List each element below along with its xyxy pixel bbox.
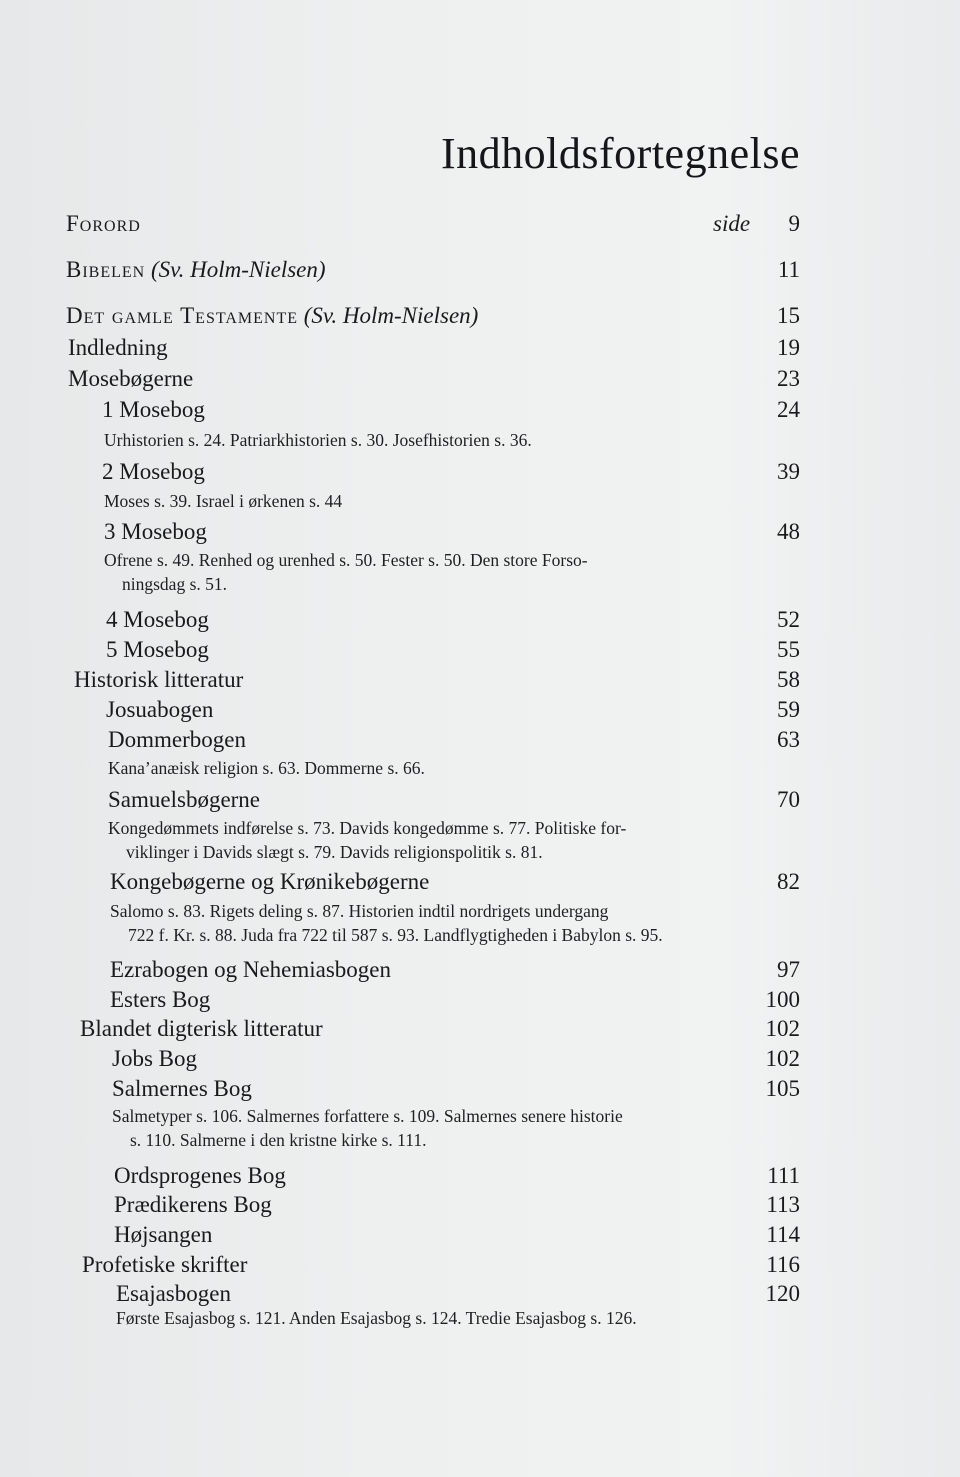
toc-entry-jobs-bog — [0, 1043, 960, 1075]
toc-page-number: 48 — [777, 519, 800, 544]
toc-page-number: 9 — [788, 211, 800, 236]
toc-entry-forord — [0, 208, 960, 240]
toc-subentries — [108, 816, 626, 864]
toc-entry-1-mosebog — [0, 394, 960, 426]
toc-page-number: 55 — [777, 637, 800, 662]
toc-subentries-line: ningsdag s. 51. — [122, 574, 227, 594]
toc-subentries-line: 722 f. Kr. s. 88. Juda fra 722 til 587 s. 93. Landflygtigheden i Babylon s. 95. — [128, 925, 663, 945]
toc-subentries: Moses s. 39. Israel i ørkenen s. 44 — [104, 491, 343, 511]
toc-entry-josuabogen — [0, 694, 960, 726]
toc-label: Samuelsbøgerne — [108, 787, 261, 812]
toc-entry-ordsprogenes-bog — [0, 1160, 960, 1192]
toc-page-number: 63 — [777, 727, 800, 752]
toc-entry-esters-bog — [0, 984, 960, 1016]
toc-subentries-line: Kongedømmets indførelse s. 73. Davids kongedømme s. 77. Politiske for- — [108, 818, 627, 838]
toc-entry-profetiske-skrifter — [0, 1249, 960, 1281]
toc-page-number: 100 — [765, 987, 800, 1012]
toc-entry-praedikerens-bog — [0, 1189, 960, 1221]
toc-entry-dommerbogen — [0, 724, 960, 756]
toc-page-number: 113 — [766, 1192, 800, 1217]
toc-label: Esters Bog — [110, 987, 211, 1012]
toc-label: Bibelen — [66, 257, 146, 282]
toc-page-number: 102 — [765, 1046, 800, 1071]
toc-label: 5 Mosebog — [106, 637, 209, 662]
toc-label: Salmernes Bog — [112, 1076, 252, 1101]
toc-page-number: 105 — [765, 1076, 800, 1101]
toc-entry-hojsangen — [0, 1219, 960, 1251]
toc-page-number: 15 — [777, 303, 800, 328]
toc-entry-historisk-litteratur — [0, 664, 960, 696]
toc-label: Forord — [66, 211, 141, 236]
toc-label: Kongebøgerne og Krønikebøgerne — [110, 869, 430, 894]
toc-subentries: Første Esajasbog s. 121. Anden Esajasbog s. 124. Tredie Esajasbog s. 126. — [116, 1308, 637, 1328]
toc-page-number: 116 — [766, 1252, 800, 1277]
toc-label: 3 Mosebog — [104, 519, 207, 544]
toc-subentries — [104, 548, 588, 596]
toc-entry-bibelen — [0, 254, 960, 286]
toc-label: Dommerbogen — [108, 727, 246, 752]
toc-page-number: 58 — [777, 667, 800, 692]
toc-label: Josuabogen — [106, 697, 214, 722]
toc-subentries — [110, 899, 663, 947]
toc-subentries-line: viklinger i Davids slægt s. 79. Davids religionspolitik s. 81. — [126, 842, 543, 862]
toc-label: Indledning — [68, 335, 168, 360]
toc-entry-5-mosebog — [0, 634, 960, 666]
toc-entry-salmernes-bog — [0, 1073, 960, 1105]
toc-label: Ezrabogen og Nehemiasbogen — [110, 957, 392, 982]
toc-label: Esajasbogen — [116, 1281, 231, 1306]
toc-entry-3-mosebog — [0, 516, 960, 548]
toc-label: Det gamle Testamente — [66, 303, 298, 328]
toc-page-number: 39 — [777, 459, 800, 484]
toc-label: Prædikerens Bog — [114, 1192, 272, 1217]
toc-page-number: 97 — [777, 957, 800, 982]
toc-subentries — [112, 1104, 623, 1152]
toc-entry-blandet-digterisk-litteratur — [0, 1013, 960, 1045]
toc-label: Blandet digterisk litteratur — [80, 1016, 323, 1041]
toc-entry-mosebogerne — [0, 363, 960, 395]
side-label: side — [713, 211, 751, 236]
toc-subentries-line: s. 110. Salmerne i den kristne kirke s. 111. — [130, 1130, 427, 1150]
toc-page-number: 102 — [765, 1016, 800, 1041]
toc-page-number: 120 — [765, 1281, 800, 1306]
toc-entry-4-mosebog — [0, 604, 960, 636]
toc-label: Jobs Bog — [112, 1046, 197, 1071]
toc-label: 2 Mosebog — [102, 459, 205, 484]
toc-entry-ezrabogen — [0, 954, 960, 986]
toc-author: (Sv. Holm-Nielsen) — [303, 303, 479, 328]
toc-subentries-line: Ofrene s. 49. Renhed og urenhed s. 50. Fester s. 50. Den store Forso- — [104, 550, 588, 570]
toc-page-number: 82 — [777, 869, 800, 894]
toc-author: (Sv. Holm-Nielsen) — [150, 257, 326, 282]
toc-page-number: 70 — [777, 787, 800, 812]
toc-entry-indledning — [0, 332, 960, 364]
toc-page-number: 19 — [777, 335, 800, 360]
toc-page-number: 52 — [777, 607, 800, 632]
toc-subentries: Urhistorien s. 24. Patriarkhistorien s. 30. Josefhistorien s. 36. — [104, 430, 532, 450]
toc-label: Historisk litteratur — [74, 667, 244, 692]
toc-page-number: 24 — [777, 397, 800, 422]
toc-page-number: 23 — [777, 366, 800, 391]
toc-label: Mosebøgerne — [68, 366, 194, 391]
toc-page-number: 59 — [777, 697, 800, 722]
toc-entry-kongebogerne — [0, 866, 960, 898]
toc-entry-2-mosebog — [0, 456, 960, 488]
toc-label: 1 Mosebog — [102, 397, 205, 422]
toc-entry-det-gamle-testamente — [0, 300, 960, 332]
toc-subentries-line: Salomo s. 83. Rigets deling s. 87. Historien indtil nordrigets undergang — [110, 901, 609, 921]
toc-page-number: 114 — [766, 1222, 800, 1247]
page-title: Indholdsfortegnelse — [441, 129, 800, 178]
toc-entry-samuelsbogerne — [0, 784, 960, 816]
toc-label: Ordsprogenes Bog — [114, 1163, 286, 1188]
toc-subentries-line: Salmetyper s. 106. Salmernes forfattere s. 109. Salmernes senere historie — [112, 1106, 623, 1126]
toc-page-number: 111 — [767, 1163, 800, 1188]
toc-label: Profetiske skrifter — [82, 1252, 248, 1277]
toc-label: Højsangen — [114, 1222, 213, 1247]
toc-page-number: 11 — [777, 257, 800, 282]
toc-label: 4 Mosebog — [106, 607, 209, 632]
toc-subentries: Kana’anæisk religion s. 63. Dommerne s. 66. — [108, 758, 425, 778]
